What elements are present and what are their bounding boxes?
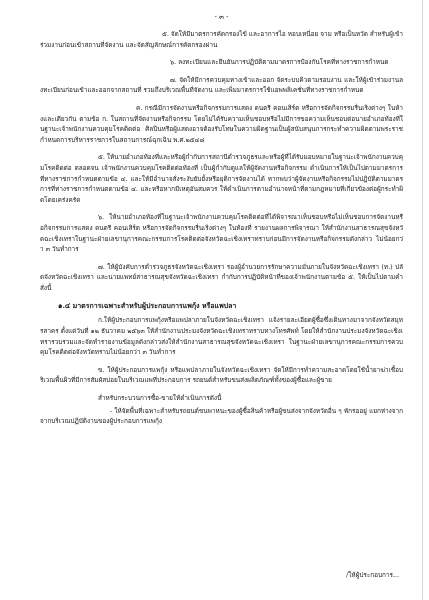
scan-edge-line: [422, 0, 423, 600]
paragraph-section-5: ๕. ให้นายอำเภอท้องที่และหรือผู้กำกับการสถานีตำรวจภูธรและหรือผู้ที่ได้รับมอบหมายในฐานะเจ้าพนักงานควบคุมโรคติดต่อ ตลอดจน เจ้าพนักงานควบคุมโรคติดต่อท้องที่ เป็นผู้กำกับดูแลให้ผู้จัดงานหรือกิจกรรม ดำเนินการให้เป็นไปตามมาตรการที่ทางราชการกำหนดตามข้อ ๔. และให้มีอำนาจสั่งระงับยับยั้งหรือยุติการจัดงานได้ หากพบว่าผู้จัดงานหรือกิจกรรมไม่ปฏิบัติตามมาตรการที่ทางราชการกำหนดตามข้อ ๔. และหรือหากมีเหตุอันสมควร ให้ดำเนินการตามอำนาจหน้าที่ตามกฎหมายที่เกี่ยวข้องต่อผู้กระทำผิดโดยเคร่งครัด: [40, 153, 403, 204]
paragraph-section-7: ๗. ให้ผู้บังคับการตำรวจภูธรจังหวัดฉะเชิงเทรา รองผู้อำนวยการรักษาความมั่นภายในจังหวัดฉะเชิงเทรา (ท.) ปลัดจังหวัดฉะเชิงเทรา และนายแพทย์สาธารณสุขจังหวัดฉะเชิงเทรา กำกับการปฏิบัติหน้าที่ของเจ้าพนักงานตามข้อ ๕. ให้เป็นไปตามคำสั่งนี้: [40, 262, 403, 292]
continuation-footer: /ให้ผู้ประกอบการ...: [346, 571, 399, 579]
paragraph-item-c: ค. กรณีมีการจัดงานหรือกิจกรรมการแสดง ดนตรี คอนเสิร์ต หรือการจัดกิจกรรมรื่นเริงต่างๆ ในห้างและเดียวกัน ตามข้อ ก. ในสถานที่จัดงานหรือกิจกรรม โดยไม่ได้รับความเห็นชอบหรือไม่มีการขอความเห็นชอบต่อนายอำเภอท้องที่ในฐานะเจ้าพนักงานควบคุมโรคติดต่อ ศิลปินหรือผู้แสดงอาจต้องรับโทษในความผิดฐานเป็นผู้สนับสนุนการกระทำความผิดตามพระราชกำหนดการบริหารราชการในสถานการณ์ฉุกเฉิน พ.ศ.๒๕๔๘: [40, 103, 403, 144]
paragraph-process-bullet: - ให้จัดพื้นที่เฉพาะสำหรับรถยนต์ขนพาหนะของผู้ซื้อสินค้าหรือผู้ขนส่งจากจังหวัดอื่น ๆ พักรออยู่ แยกห่างจากจากบริเวณปฏิบัติงานของผู้ประกอบการแพกุ้ง: [40, 406, 403, 426]
paragraph-item-7: ๗. จัดให้มีการควบคุมทางเข้าและออก จัดระบบคิวตามรอบงาน และให้ผู้เข้าร่วมงานลงทะเบียนก่อนเข้าและออกจากสถานที่ รวมถึงบริเวณพื้นที่จัดงาน และเพิ่มมาตรการใช้แอพพลิเคชั่นที่ทางราชการกำหนด: [40, 75, 403, 95]
paragraph-item-a: ก.ให้ผู้ประกอบการแพกุ้งหรือแพปลาภายในจังหวัดฉะเชิงเทรา แจ้งรายละเอียดผู้ซื้อซึ่งเดินทางมาจากจังหวัดสมุทรสาคร ตั้งแต่วันที่ ๑๒ ธันวาคม ๒๕๖๓ ให้สำนักงานประมงจังหวัดฉะเชิงเทราทราบทางโทรศัพท์ โดยให้สำนักงานประมงจังหวัดฉะเชิงเทรารวบรวมและจัดทำรายงานข้อมูลดังกล่าวส่งให้สำนักงานสาธารณสุขจังหวัดฉะเชิงเทรา ในฐานะฝ่ายเลขานุการคณะกรรมการควบคุมโรคติดต่อจังหวัดทราบไม่น้อยกว่า ๓ วันทำการ: [40, 316, 403, 357]
section-heading: ๑.๔ มาตรการเฉพาะสำหรับผู้ประกอบการแพกุ้ง หรือแพปลา: [58, 301, 237, 311]
paragraph-process-intro: สำหรับกระบวนการซื้อ-ขายให้ดำเนินการดังนี้: [98, 394, 222, 403]
page-number: - ๓ -: [214, 13, 229, 21]
paragraph-item-6: ๖. ลงทะเบียนและยืนยันการปฏิบัติตามมาตรการป้องกันโรคที่ทางราชการกำหนด: [170, 58, 389, 67]
paragraph-item-5: ๕. จัดให้มีมาตรการคัดกรองไข้ และอาการไอ หอบเหนื่อย จาม หรือเป็นหวัด สำหรับผู้เข้าร่วมงานก่อนเข้าสถานที่จัดงาน และจัดสัญลักษณ์การคัดกรองผ่าน: [40, 30, 403, 49]
paragraph-section-6: ๖. ให้นายอำเภอท้องที่ในฐานะเจ้าพนักงานควบคุมโรคติดต่อที่ได้พิจารณาเห็นชอบหรือไม่เห็นชอบการจัดงานหรือกิจกรรมการแสดง ดนตรี คอนเสิร์ต หรือการจัดกิจกรรมรื่นเริงต่างๆ ในท้องที่ รายงานผลการพิจารณา ให้สำนักงานสาธารณสุขจังหวัดฉะเชิงเทราในฐานะฝ่ายเลขานุการคณะกรรมการโรคติดต่อจังหวัดฉะเชิงเทราทราบก่อนมีการจัดงานหรือกิจกรรมดังกล่าว ไม่น้อยกว่า ๓ วันทำการ: [40, 213, 403, 254]
paragraph-item-b: ข. ให้ผู้ประกอบการแพกุ้ง หรือแพปลาภายในจังหวัดฉะเชิงเทรา จัดให้มีการทำความสะอาดโดยใช้น้ำยาฆ่าเชื้อบริเวณพื้นผิวที่มีการสัมผัสบ่อยในบริเวณแพที่ประกอบการ รถยนต์สำหรับขนส่งผลิตภัณฑ์ทั้งของผู้ซื้อและผู้ขาย: [40, 365, 403, 385]
